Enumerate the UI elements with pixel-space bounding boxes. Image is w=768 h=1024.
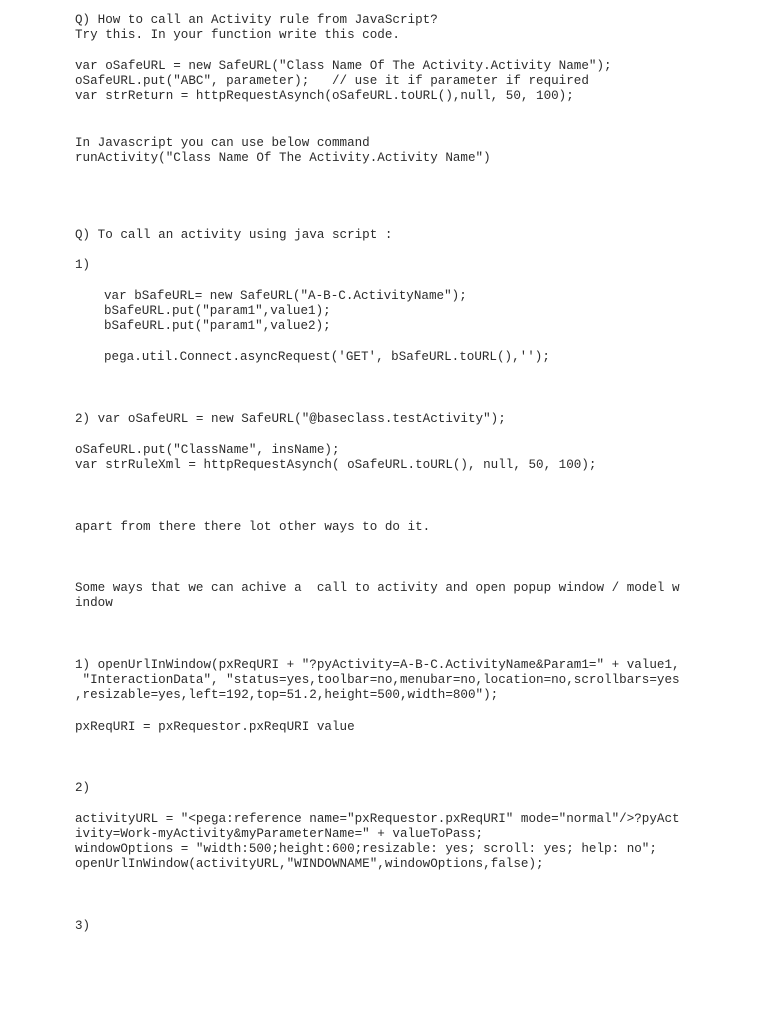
intro-text: Try this. In your function write this code. <box>75 28 400 42</box>
list-label: 2) <box>75 781 91 795</box>
paragraph-text: indow <box>75 596 113 610</box>
code-line: var bSafeURL= new SafeURL("A-B-C.ActivityName"); <box>104 289 467 303</box>
paragraph-text: Some ways that we can achive a call to activity and open popup window / model w <box>75 581 680 595</box>
code-line: activityURL = "<pega:reference name="pxRequestor.pxReqURI" mode="normal"/>?pyAct <box>75 812 680 826</box>
paragraph-text: apart from there there lot other ways to do it. <box>75 520 431 534</box>
code-line: openUrlInWindow(activityURL,"WINDOWNAME",windowOptions,false); <box>75 857 544 871</box>
list-label: 1) <box>75 258 91 272</box>
code-line: var strReturn = httpRequestAsynch(oSafeURL.toURL(),null, 50, 100); <box>75 89 574 103</box>
code-line: oSafeURL.put("ABC", parameter); // use it if parameter if required <box>75 74 589 88</box>
code-line: var strRuleXml = httpRequestAsynch( oSafeURL.toURL(), null, 50, 100); <box>75 458 597 472</box>
code-line: ,resizable=yes,left=192,top=51.2,height=500,width=800"); <box>75 688 499 702</box>
code-line: 1) openUrlInWindow(pxReqURI + "?pyActivity=A-B-C.ActivityName&Param1=" + value1, <box>75 658 680 672</box>
code-line: bSafeURL.put("param1",value2); <box>104 319 331 333</box>
code-line: runActivity("Class Name Of The Activity.Activity Name") <box>75 151 491 165</box>
code-line: windowOptions = "width:500;height:600;resizable: yes; scroll: yes; help: no"; <box>75 842 657 856</box>
code-line: var oSafeURL = new SafeURL("Class Name Of The Activity.Activity Name"); <box>75 59 612 73</box>
question-heading-1: Q) How to call an Activity rule from JavaScript? <box>75 13 438 27</box>
code-line: oSafeURL.put("ClassName", insName); <box>75 443 340 457</box>
code-line: 2) var oSafeURL = new SafeURL("@baseclass.testActivity"); <box>75 412 506 426</box>
code-line: ivity=Work-myActivity&myParameterName=" + valueToPass; <box>75 827 484 841</box>
paragraph-text: In Javascript you can use below command <box>75 136 370 150</box>
code-line: pxReqURI = pxRequestor.pxReqURI value <box>75 720 355 734</box>
question-heading-2: Q) To call an activity using java script : <box>75 228 393 242</box>
code-line: pega.util.Connect.asyncRequest('GET', bSafeURL.toURL(),''); <box>104 350 550 364</box>
code-line: "InteractionData", "status=yes,toolbar=no,menubar=no,location=no,scrollbars=yes <box>75 673 680 687</box>
code-line: bSafeURL.put("param1",value1); <box>104 304 331 318</box>
list-label: 3) <box>75 919 91 933</box>
